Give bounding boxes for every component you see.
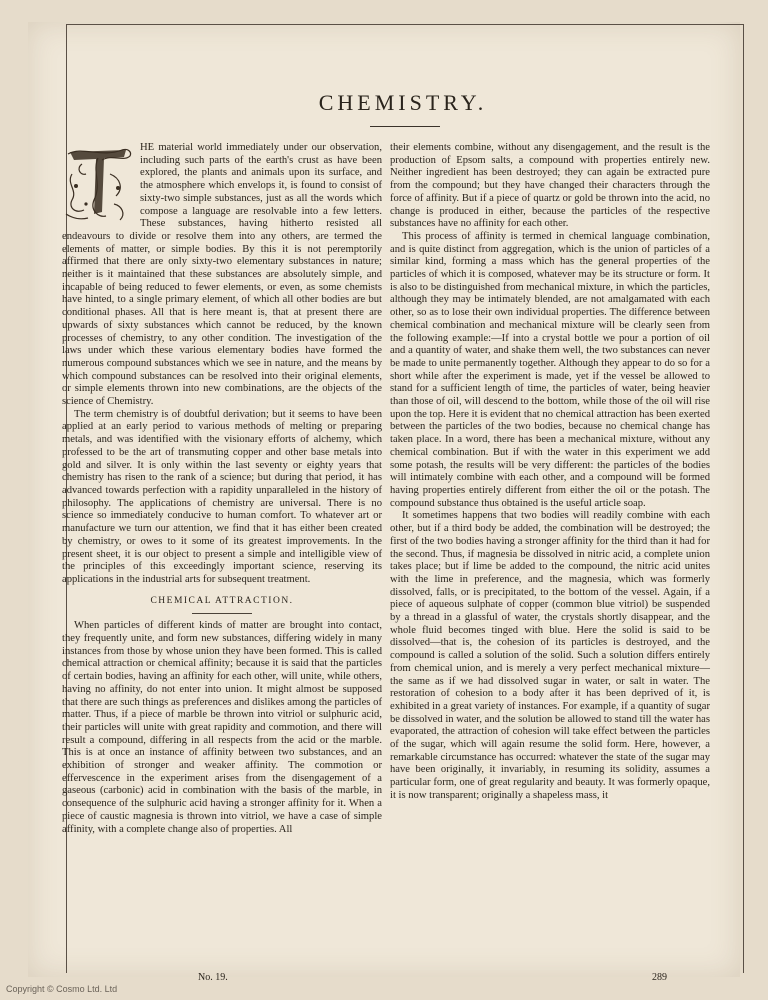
left-column <box>62 142 382 836</box>
paragraph: their elements combine, without any disengagement, and the result is the production of Epsom salts, a compound with properties entirely new. Neither ingredient has been destroyed; they can again be extracted pure from the compound; but they have changed their characters through the force of affinity. But if a piece of quartz or gold be thrown into the acid, no change is produced in either, because the particles of the respective substances have no affinity for each other. <box>390 142 710 230</box>
paragraph: This process of affinity is termed in chemical language combination, and is quite distinct from aggregation, which is the union of particles of a similar kind, forming a mass which has the general properties of the particles of which it is composed, whatever may be its structure or form. It is also to be distinguished from mechanical mixture, in which the particles, although they may be intimately blended, are not amalgamated with each other, so as to lose their own individual properties. The difference between chemical combination and mechanical mixture will be clearly seen from the following example:—If into a crystal bottle we pour a portion of oil and a quantity of water, and shake them well, the two substances can never be made to unite permanently together. Although they appear to do so for a short while after the experiment is made, yet if the vessel be allowed to stand for a sufficient length of time, the particles of water, being heavier than those of oil, will descend to the bottom, while those of the oil will rise upon the top. Here it is evident that no chemical attraction has been exerted between the particles of the two bodies, because no chemical change has taken place. In a word, there has been a mechanical mixture, without any chemical combination. But if with the water in this experiment we add some potash, the results will be very different: the particles of the bodies will intimately combine with each other, and a compound will be formed having properties entirely different from either the oil or the potash. The compound substance thus obtained is the useful article soap. <box>390 230 710 509</box>
copyright-watermark: Copyright © Cosmo Ltd. Ltd <box>6 984 118 994</box>
ornamental-dropcap <box>62 144 134 224</box>
paragraph: It sometimes happens that two bodies will readily combine with each other, but if a third body be added, the combination will be destroyed; the first of the two bodies having a stronger affinity for the third than it had for the second. Thus, if magnesia be dissolved in nitric acid, a complete union takes place; but if lime be added to the compound, the nitric acid unites with the lime in preference, and the magnesia, which was formerly dissolved, falls, or is precipitated, to the bottom of the vessel. Again, if a piece of aqueous sulphate of copper (common blue vitriol) be suspended by a thread in a glassful of water, the crystals shortly disappear, and the whole fluid becomes tinged with blue. Here the solid is said to be dissolved—that is, the cohesion of its particles is destroyed, and the compound is called a solution of the solid. Such a solution differs entirely from chemical union, and is merely a very perfect mechanical mixture—the same as if we had dissolved sugar in water, or salt in water. The restoration of cohesion to a body after it has been deprived of it, is exhibited in a great variety of instances. For example, if a quantity of sugar be dissolved in water, and the solution be allowed to stand till the water has evaporated, the attraction of cohesion will take effect between the particles of the sugar, which will again resume the solid form. Here, however, a remarkable circumstance has occurred: whatever the state of the sugar may have been originally, it invariably, in resuming its solidity, assumes a particular form, one of great regularity and beauty. It was formerly opaque, it is now transparent; originally a shapeless mass, it <box>390 510 710 801</box>
paragraph: The term chemistry is of doubtful derivation; but it seems to have been applied at an early period to various methods of melting or preparing metals, and was identified with the visionary efforts of alchemy, which professed to be the art of transmuting copper and other base metals into gold and silver. It is only within the last seventy or eighty years that chemistry has risen to the rank of a science; but during that period, it has advanced towards perfection with a rapidity unparalleled in the history of philosophy. The applications of chemistry are universal. There is no science so immediately conducive to human comfort. To whatever art or manufacture we turn our attention, we find that it has either been created by chemistry, or owes to it some of its greatest improvements. In the present sheet, it is our object to present a simple and intelligible view of the principles of this exceedingly important science, reserving its applications in the industrial arts for subsequent treatment. <box>62 408 382 585</box>
section-subheading: CHEMICAL ATTRACTION. <box>150 595 294 606</box>
paragraph: HE material world immediately under our observation, including such parts of the earth's crust as have been explored, the plants and animals upon its surface, and the atmosphere which envelops it, is found to consist of sixty-two simple substances, just as all the words which compose a language are resolvable into a few letters. These substances, having hitherto resisted all endeavours to divide or resolve them into any others, are termed the elements of matter, or simple bodies. By this it is not peremptorily affirmed that there are only sixty-two elementary substances in nature; neither is it maintained that these substances are absolutely simple, and incapable of being reduced to fewer elements, or even, as some chemists have hinted, to a single primary element, of which all other bodies are but conditional phases. All that is here meant is, that at present there are upwards of sixty substances which cannot be reduced, by the known processes of chemistry, to any other condition. The investigation of the laws under which these various elementary bodies have formed the numerous compound substances which we see in nature, and the means by which compound substances can be resolved into their original elements, or simple elements thrown into new combinations, are the objects of the science of Chemistry. <box>62 142 382 408</box>
subheading-rule <box>192 613 252 614</box>
paragraph: When particles of different kinds of matter are brought into contact, they frequently unite, and form new substances, differing widely in many instances from those by whose union they have been formed. This is called chemical attraction or chemical affinity; because it is said that the particles of certain bodies, having an affinity for each other, will unite, while others, having no affinity, do not enter into union. It might almost be supposed that there are such things as preferences and dislikes among the particles of matter. Thus, if a piece of marble be thrown into vitriol or sulphuric acid, their particles will unite with great rapidity and commotion, and there will result a compound, differing in all respects from the acid or the marble. This is at once an instance of affinity between two substances, and an exhibition of stronger and weaker affinity. The commotion or effervescence in the experiment arises from the disengagement of a gaseous (carbonic) acid in combination with the basis of the marble, in consequence of the sulphuric acid having a stronger affinity for it. When a piece of caustic magnesia is thrown into vitriol, we have a case of simple affinity, with a complete change also of properties. All <box>62 620 382 835</box>
issue-number: No. 19. <box>198 972 228 983</box>
page-number: 289 <box>652 972 667 983</box>
title-rule <box>370 126 440 127</box>
page-title: CHEMISTRY. <box>318 90 488 115</box>
right-column <box>390 142 710 803</box>
